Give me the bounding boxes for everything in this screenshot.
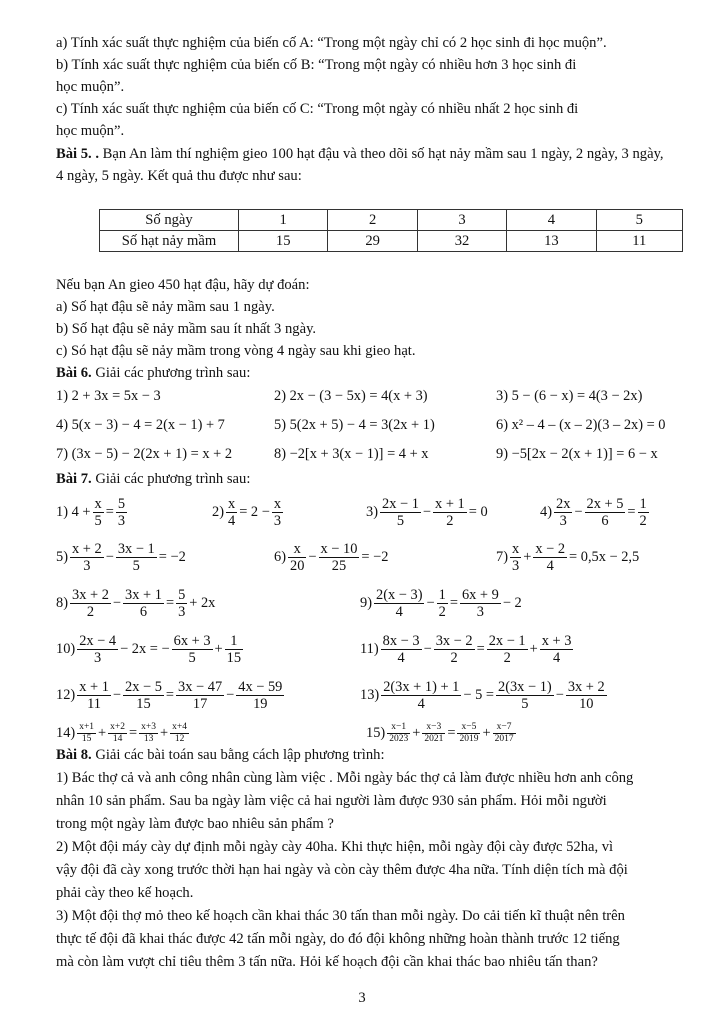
eq-part: +: [482, 724, 491, 741]
table-cell: 5: [596, 210, 682, 231]
eq-part: +: [98, 724, 107, 741]
eq-part: +: [529, 640, 538, 657]
eq-part: 10): [56, 640, 76, 657]
denominator: 3: [94, 650, 102, 666]
bai8-heading: [56, 746, 385, 765]
text-line: a) Tính xác suất thực nghiệm của biến cố A: “Trong một ngày chỉ có 2 học sinh đi học muộn”.: [56, 35, 607, 51]
fraction: [108, 722, 127, 745]
numerator: x: [288, 541, 306, 558]
fraction: [116, 541, 157, 574]
fraction: [566, 679, 607, 712]
denominator: 4: [228, 513, 236, 529]
numerator: 2(3x + 1) + 1: [383, 679, 460, 695]
eq-part: =: [129, 724, 138, 741]
text-line: b) Tính xác suất thực nghiệm của biến cố B: “Trong một ngày có nhiều hơn 3 học sinh đi: [56, 57, 577, 73]
text-line: học muộn”.: [56, 123, 125, 139]
eq-part: + 2x: [189, 594, 216, 611]
eq-part: +: [214, 640, 223, 657]
numerator: x: [94, 496, 102, 512]
table-cell: 13: [507, 231, 596, 252]
eq-part: −: [112, 686, 122, 703]
fraction: [487, 633, 528, 666]
numerator: x+3: [141, 722, 157, 732]
numerator: x−1: [387, 722, 410, 734]
eq-part: −: [555, 686, 564, 703]
equation: 1) 2 + 3x = 5x − 3: [56, 388, 161, 404]
denominator: 3: [83, 558, 91, 574]
equation: 5) 5(2x + 5) − 4 = 3(2x + 1): [274, 417, 435, 433]
fraction: [176, 587, 187, 620]
table-cell: 4: [507, 210, 596, 231]
numerator: x + 2: [72, 541, 102, 557]
fraction: [225, 633, 243, 666]
fraction: [70, 587, 111, 620]
text-line: nhân 10 sản phẩm. Sau ba ngày làm việc cả hai người làm được 930 sản phẩm. Hỏi mỗi người: [56, 793, 607, 809]
fraction: [638, 496, 649, 529]
eq-part: = 0: [468, 503, 488, 520]
text-line: Nếu bạn An gieo 450 hạt đậu, hãy dự đoán:: [56, 277, 310, 293]
denominator: 3: [476, 604, 484, 620]
fraction: [381, 679, 461, 712]
numerator: x: [512, 541, 520, 557]
denominator: 5: [188, 650, 196, 666]
eq-part: 2): [212, 503, 224, 520]
equation: [274, 541, 388, 574]
bai8-intro: Giải các bài toán sau bằng cách lập phương trình:: [91, 747, 385, 763]
fraction: [319, 541, 360, 574]
eq-part: −: [105, 548, 114, 565]
denominator: 4: [417, 696, 425, 712]
denominator: 2: [503, 650, 511, 666]
table-cell: 32: [417, 231, 506, 252]
fraction: [496, 679, 554, 712]
eq-part: 11): [360, 640, 379, 657]
fraction: [77, 722, 96, 745]
table-cell: 3: [417, 210, 506, 231]
eq-part: =: [165, 594, 175, 611]
denominator: 4: [546, 558, 554, 574]
eq-part: 7): [496, 548, 508, 565]
bai5-title: Bài 5. .: [56, 146, 99, 162]
eq-part: −: [423, 640, 432, 657]
denominator: 2021: [424, 734, 444, 744]
fraction: [493, 722, 516, 745]
denominator: 4: [553, 650, 561, 666]
numerator: x−3: [422, 722, 445, 734]
denominator: 15: [136, 696, 151, 712]
fraction: [77, 679, 111, 712]
eq-part: −: [574, 503, 583, 520]
numerator: x: [228, 496, 236, 512]
numerator: 3x − 47: [178, 679, 223, 695]
fraction: [387, 722, 410, 745]
equation: 2) 2x − (3 − 5x) = 4(x + 3): [274, 388, 428, 404]
denominator: 10: [579, 696, 594, 712]
text-line: 3) Một đội thợ mỏ theo kế hoạch cần khai thác 30 tấn than mỗi ngày. Do cải tiến kĩ thuật nên trên: [56, 908, 625, 924]
numerator: 3x − 1: [117, 541, 155, 557]
table-cell: 11: [596, 231, 682, 252]
eq-part: 1) 4 +: [56, 503, 91, 520]
eq-part: = 0,5x − 2,5: [569, 548, 640, 565]
denominator: 3: [559, 513, 567, 529]
eq-part: 5): [56, 548, 68, 565]
page-number: 3: [358, 990, 366, 1006]
fraction: [380, 496, 421, 529]
eq-part: 3): [366, 503, 378, 520]
text-line: c) Tính xác suất thực nghiệm của biến cố C: “Trong một ngày có nhiều nhất 2 học sinh đi: [56, 101, 579, 117]
table-cell: Số hạt nảy mầm: [100, 231, 239, 252]
table-cell: 15: [239, 231, 328, 252]
eq-part: −: [112, 594, 122, 611]
denominator: 11: [87, 696, 101, 712]
text-line: 4 ngày, 5 ngày. Kết quả thu được như sau:: [56, 168, 302, 184]
text-line: b) Số hạt đậu sẽ nảy mầm sau ít nhất 3 ngày.: [56, 321, 317, 337]
equation: 9) −5[2x − 2(x + 1)] = 6 − x: [496, 446, 658, 462]
text-line: 2) Một đội máy cày dự định mỗi ngày cày 40ha. Khi thực hiện, mỗi ngày đội cày được 52ha, vì: [56, 839, 614, 855]
equation: [360, 587, 522, 620]
eq-part: = −2: [158, 548, 186, 565]
fraction: [170, 722, 189, 745]
denominator: 3: [178, 604, 186, 620]
text-line: vậy đội đã cày xong trước thời hạn hai ngày và còn cày thêm được 4ha nữa. Tính diện tích mà đội: [56, 862, 628, 878]
eq-part: +: [523, 548, 532, 565]
equation: [56, 587, 215, 620]
denominator: 2019: [459, 734, 479, 744]
equation: [360, 679, 609, 712]
fraction: [434, 633, 475, 666]
eq-part: +: [412, 724, 421, 741]
equation: 8) −2[x + 3(x − 1)] = 4 + x: [274, 446, 429, 462]
numerator: 2x − 1: [382, 496, 419, 512]
numerator: 2x − 4: [79, 633, 117, 649]
fraction: [176, 679, 224, 712]
numerator: x: [273, 496, 282, 512]
numerator: x + 1: [435, 496, 465, 512]
fraction: [422, 722, 445, 745]
denominator: 6: [601, 513, 609, 529]
denominator: 2: [450, 650, 458, 666]
equation: [212, 496, 285, 529]
table-cell: 29: [328, 231, 417, 252]
table-cell: Số ngày: [100, 210, 239, 231]
denominator: 4: [395, 604, 403, 620]
denominator: 20: [290, 558, 305, 574]
denominator: 3: [512, 558, 520, 574]
bai7-heading: [56, 470, 250, 489]
fraction: [172, 633, 213, 666]
text-line: c) Só hạt đậu sẽ nảy mầm trong vòng 4 ngày sau khi gieo hạt.: [56, 343, 416, 359]
denominator: 2: [86, 604, 95, 620]
eq-part: +: [160, 724, 169, 741]
fraction: [70, 541, 104, 574]
numerator: 3x + 1: [125, 587, 162, 603]
eq-part: =: [105, 503, 114, 520]
numerator: 5: [117, 496, 126, 512]
denominator: 2: [639, 513, 647, 529]
eq-part: 4): [540, 503, 552, 520]
fraction: [540, 633, 574, 666]
eq-part: = −2: [361, 548, 389, 565]
denominator: 13: [143, 734, 154, 744]
denominator: 5: [396, 513, 405, 529]
numerator: 3x − 2: [435, 633, 473, 649]
denominator: 5: [521, 696, 529, 712]
numerator: 8x − 3: [382, 633, 420, 649]
fraction: [123, 587, 164, 620]
numerator: 4x − 59: [238, 679, 283, 695]
text-line: mà còn làm vượt chỉ tiêu thêm 3 tấn nữa. Hỏi kế hoạch đội cần khai thác bao nhiêu tấn than?: [56, 954, 598, 970]
numerator: 6x + 3: [173, 633, 211, 649]
numerator: x − 10: [320, 541, 358, 557]
eq-part: =: [476, 640, 485, 657]
equation: [540, 496, 651, 529]
eq-part: =: [447, 724, 456, 741]
text-line: học muộn”.: [56, 79, 125, 95]
bai6-heading: [56, 364, 250, 383]
equation: [56, 541, 186, 574]
numerator: x−5: [457, 722, 480, 734]
fraction: [123, 679, 164, 712]
bai6-intro: Giải các phương trình sau:: [91, 365, 251, 381]
fraction: [381, 633, 422, 666]
bai5-line: [56, 145, 664, 164]
eq-part: − 2: [502, 594, 522, 611]
bai8-title: Bài 8.: [56, 747, 92, 763]
text-line: a) Số hạt đậu sẽ nảy mầm sau 1 ngày.: [56, 299, 275, 315]
eq-part: =: [627, 503, 636, 520]
numerator: x + 3: [541, 633, 572, 649]
bai7-intro: Giải các phương trình sau:: [91, 471, 251, 487]
numerator: x + 1: [79, 679, 109, 695]
equation: [56, 679, 286, 712]
numerator: 1: [438, 587, 446, 603]
text-line: 1) Bác thợ cả và anh công nhân cùng làm việc . Mỗi ngày bác thợ cả làm được nhiều hơn anh công: [56, 770, 634, 786]
fraction: [510, 541, 521, 574]
eq-part: = 2 −: [239, 503, 270, 520]
denominator: 5: [94, 513, 102, 529]
denominator: 4: [397, 650, 405, 666]
eq-part: − 5 =: [463, 686, 494, 703]
denominator: 2: [438, 604, 446, 620]
fraction: [77, 633, 118, 666]
denominator: 14: [112, 734, 123, 744]
denominator: 6: [139, 604, 148, 620]
numerator: x−7: [493, 722, 516, 734]
eq-part: − 2x = −: [120, 640, 170, 657]
numerator: x − 2: [535, 541, 566, 557]
eq-part: 13): [360, 686, 380, 703]
numerator: 2x − 5: [125, 679, 162, 695]
equation: [360, 633, 575, 666]
bai7-title: Bài 7.: [56, 471, 92, 487]
equation: 4) 5(x − 3) − 4 = 2(x − 1) + 7: [56, 417, 225, 433]
bai5-text: Bạn An làm thí nghiệm gieo 100 hạt đậu và theo dõi số hạt nảy mầm sau 1 ngày, 2 ngày, 3 ngày,: [98, 146, 664, 162]
eq-part: −: [422, 503, 432, 520]
equation: [366, 496, 488, 529]
text-line: thực tế đội đã khai thác được 42 tấn mỗi ngày, do đó đội không những hoàn thành trước 12 tiếng: [56, 931, 620, 947]
denominator: 19: [253, 696, 268, 712]
eq-part: 15): [366, 724, 386, 741]
equation: [366, 722, 518, 745]
numerator: 3x + 2: [567, 679, 605, 695]
denominator: 15: [81, 734, 92, 744]
numerator: 6x + 9: [461, 587, 499, 603]
equation: [56, 496, 129, 529]
seed-table: [99, 209, 683, 252]
text-line: phải cày theo kế hoạch.: [56, 885, 194, 901]
table-row: [100, 210, 683, 231]
equation: [56, 722, 191, 745]
denominator: 5: [132, 558, 140, 574]
eq-part: 8): [56, 594, 68, 611]
fraction: [437, 587, 448, 620]
eq-part: 6): [274, 548, 286, 565]
denominator: 25: [331, 558, 347, 574]
numerator: x+1: [79, 722, 95, 732]
eq-part: 9): [360, 594, 372, 611]
numerator: x+2: [110, 722, 126, 732]
numerator: 5: [178, 587, 186, 603]
numerator: 2(3x − 1): [498, 679, 552, 695]
denominator: 2017: [494, 734, 514, 744]
denominator: 17: [192, 696, 208, 712]
fraction: [226, 496, 237, 529]
numerator: 2x: [556, 496, 571, 512]
equation: [496, 541, 639, 574]
eq-part: =: [449, 594, 458, 611]
numerator: 1: [639, 496, 647, 512]
eq-part: 14): [56, 724, 76, 741]
fraction: [116, 496, 127, 529]
numerator: 2x − 1: [488, 633, 526, 649]
fraction: [585, 496, 626, 529]
equation: 6) x² – 4 – (x – 2)(3 – 2x) = 0: [496, 417, 666, 433]
bai6-title: Bài 6.: [56, 365, 92, 381]
denominator: 3: [273, 513, 282, 529]
text-line: trong một ngày làm được bao nhiêu sản phẩm ?: [56, 816, 334, 832]
eq-part: −: [308, 548, 317, 565]
numerator: 2(x − 3): [376, 587, 423, 603]
eq-part: −: [426, 594, 435, 611]
numerator: 2x + 5: [586, 496, 624, 512]
denominator: 3: [117, 513, 126, 529]
equation: [56, 633, 245, 666]
eq-part: 12): [56, 686, 76, 703]
equation: 3) 5 − (6 − x) = 4(3 − 2x): [496, 388, 643, 404]
denominator: 12: [174, 734, 185, 744]
fraction: [288, 541, 306, 574]
fraction: [93, 496, 104, 529]
fraction: [433, 496, 467, 529]
numerator: 1: [225, 633, 243, 650]
table-cell: 2: [328, 210, 417, 231]
fraction: [272, 496, 283, 529]
denominator: 15: [226, 650, 242, 666]
numerator: x+4: [172, 722, 187, 732]
eq-part: =: [165, 686, 175, 703]
fraction: [374, 587, 424, 620]
denominator: 2023: [389, 734, 409, 744]
fraction: [139, 722, 158, 745]
fraction: [460, 587, 501, 620]
fraction: [533, 541, 567, 574]
denominator: 2: [446, 513, 454, 529]
table-cell: 1: [239, 210, 328, 231]
equation: 7) (3x − 5) − 2(2x + 1) = x + 2: [56, 446, 233, 462]
table-row: [100, 231, 683, 252]
fraction: [554, 496, 572, 529]
fraction: [236, 679, 284, 712]
fraction: [457, 722, 480, 745]
numerator: 3x + 2: [72, 587, 109, 603]
eq-part: −: [226, 686, 235, 703]
